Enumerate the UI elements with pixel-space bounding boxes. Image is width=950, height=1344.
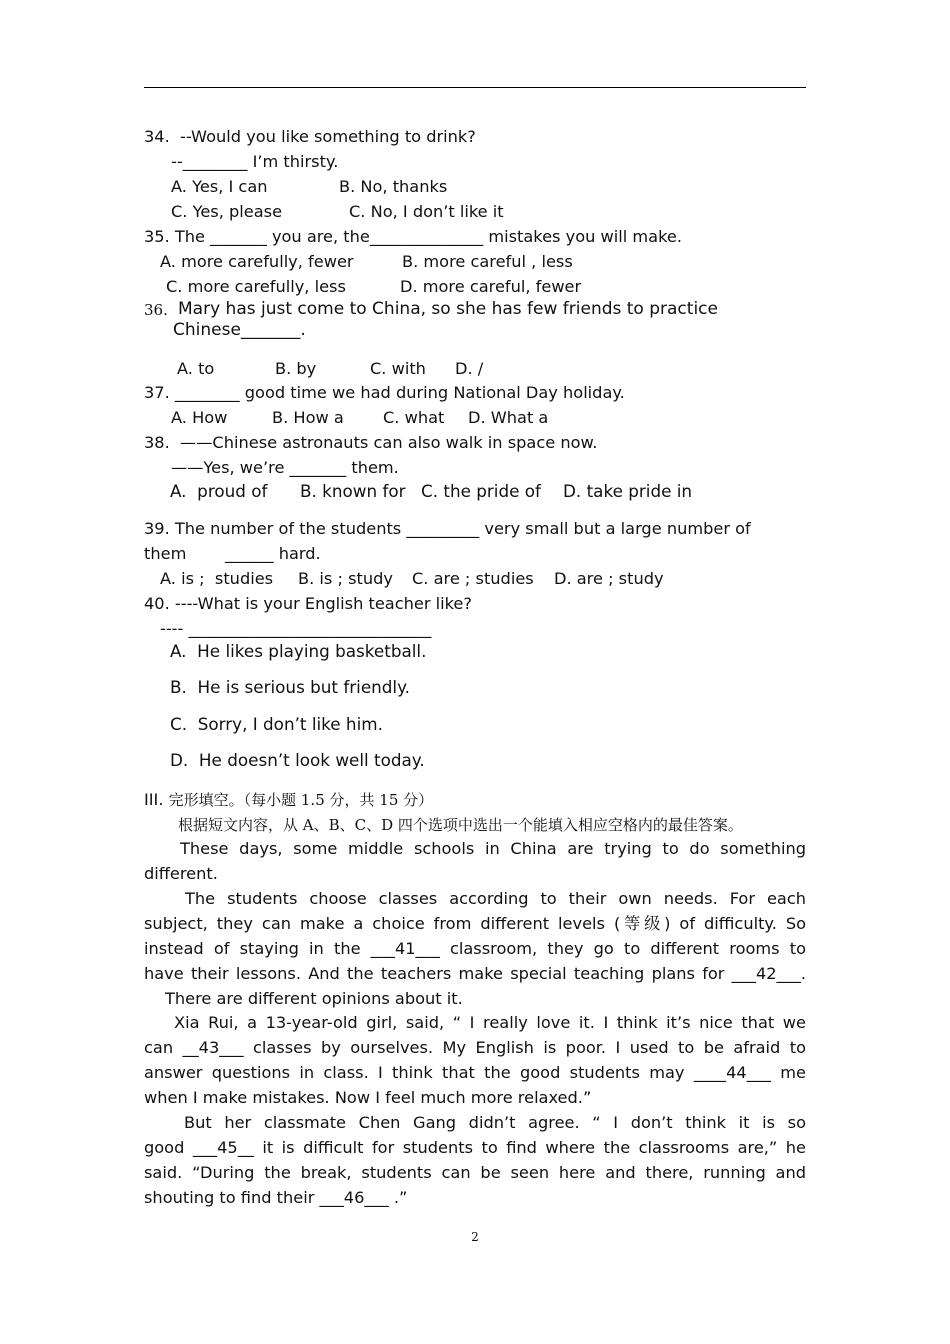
passage-p4-line4: when I make mistakes. Now I feel much more relaxed.” xyxy=(144,1088,592,1107)
passage-p2-line2: subject, they can make a choice from different levels (等级) of difficulty. So xyxy=(144,914,806,933)
page-number: 2 xyxy=(471,1230,479,1244)
q36-option-d: D. / xyxy=(455,359,484,378)
q40-option-c: C. Sorry, I don’t like him. xyxy=(170,714,383,734)
passage-p2-line3: instead of staying in the ___41___ classroom, they go to different rooms to xyxy=(144,939,806,958)
q34-stem: 34. --Would you like something to drink? xyxy=(144,127,476,146)
passage-p4-line2: can __43___ classes by ourselves. My English is poor. I used to be afraid to xyxy=(144,1038,806,1057)
passage-p1-line2: different. xyxy=(144,864,218,883)
q39-option-b: B. is ; study xyxy=(298,569,393,588)
q39-option-d: D. are ; study xyxy=(554,569,664,588)
section3-title-prefix: III. xyxy=(144,790,164,809)
q36-stem-line1: Mary has just come to China, so she has few friends to practice xyxy=(178,299,718,319)
q35-option-c: C. more carefully, less xyxy=(166,277,346,296)
q39-option-a: A. is ; studies xyxy=(160,569,274,588)
q38-option-b: B. known for xyxy=(300,481,406,501)
q40-option-a: A. He likes playing basketball. xyxy=(170,641,427,661)
passage-p4-line3: answer questions in class. I think that the good students may ____44___ me xyxy=(144,1063,806,1082)
q40-option-b: B. He is serious but friendly. xyxy=(170,677,410,697)
q37-option-a: A. How xyxy=(171,408,228,427)
q38-option-a: A. proud of xyxy=(170,481,268,501)
q35-stem: 35. The _______ you are, the______________ mistakes you will make. xyxy=(144,227,682,246)
section3-instruction: 根据短文内容，从 A、B、C、D 四个选项中选出一个能填入相应空格内的最佳答案。 xyxy=(178,816,743,834)
q34-option-b: B. No, thanks xyxy=(339,177,448,196)
passage-p3: There are different opinions about it. xyxy=(165,989,463,1008)
section3-title-cn: 完形填空。（每小题 1.5 分，共 15 分） xyxy=(168,791,434,809)
section3-title xyxy=(144,790,433,810)
passage-p4-line1: Xia Rui, a 13-year-old girl, said, “ I really love it. I think it’s nice that we xyxy=(174,1013,806,1032)
q34-option-c: C. Yes, please xyxy=(171,202,283,221)
q39-stem-line2-start: them xyxy=(144,544,187,563)
passage-p2-line1: The students choose classes according to their own needs. For each xyxy=(185,889,806,908)
q35-option-a: A. more carefully, fewer xyxy=(160,252,354,271)
q37-option-b: B. How a xyxy=(272,408,344,427)
q40-option-d: D. He doesn’t look well today. xyxy=(170,750,425,770)
q38-option-c: C. the pride of xyxy=(421,481,541,501)
passage-p1-line1: These days, some middle schools in China are trying to do something xyxy=(180,839,806,858)
q36-option-b: B. by xyxy=(275,359,317,378)
q39-stem-line1: 39. The number of the students _________ very small but a large number of xyxy=(144,519,751,538)
q35-option-b: B. more careful , less xyxy=(402,252,573,271)
q36-option-c: C. with xyxy=(370,359,426,378)
q35-option-d: D. more careful, fewer xyxy=(400,277,582,296)
q37-stem: 37. ________ good time we had during National Day holiday. xyxy=(144,383,625,402)
q37-option-d: D. What a xyxy=(468,408,549,427)
q38-reply: ——Yes, we’re _______ them. xyxy=(171,458,399,477)
q38-option-d: D. take pride in xyxy=(563,481,693,501)
q34-option-d: C. No, I don’t like it xyxy=(349,202,504,221)
q39-stem-line2-end: ______ hard. xyxy=(225,544,321,563)
passage-p5-line3: said. “During the break, students can be seen here and there, running and xyxy=(144,1163,806,1182)
q36-stem-line2: Chinese_______. xyxy=(173,320,306,340)
passage-p5-line4: shouting to find their ___46___ .” xyxy=(144,1188,408,1207)
q36-number: 36. xyxy=(144,301,168,319)
q36-option-a: A. to xyxy=(177,359,215,378)
q40-reply: ---- ______________________________ xyxy=(160,619,432,638)
q34-option-a: A. Yes, I can xyxy=(171,177,268,196)
q40-stem: 40. ----What is your English teacher like? xyxy=(144,594,472,613)
q37-option-c: C. what xyxy=(383,408,445,427)
passage-p5-line1: But her classmate Chen Gang didn’t agree. “ I don’t think it is so xyxy=(184,1113,806,1132)
q34-reply: --________ I’m thirsty. xyxy=(171,152,339,171)
passage-p5-line2: good ___45__ it is difficult for students to find where the classrooms are,” he xyxy=(144,1138,806,1157)
q38-stem: 38. ——Chinese astronauts can also walk in space now. xyxy=(144,433,598,452)
header-rule xyxy=(144,87,806,88)
passage-p2-line4: have their lessons. And the teachers make special teaching plans for ___42___. xyxy=(144,964,806,983)
q39-option-c: C. are ; studies xyxy=(412,569,534,588)
